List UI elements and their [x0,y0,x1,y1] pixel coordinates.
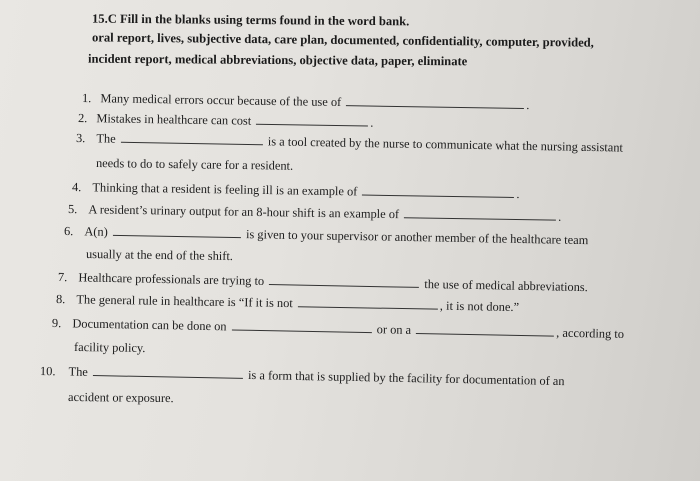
question-number: 1. [81,91,92,106]
answer-blank[interactable] [346,95,524,109]
question-text: Thinking that a resident is feeling ill is an example of [92,180,358,199]
question-3-continued [96,156,293,174]
question-9 [52,316,624,342]
question-4 [72,180,520,202]
word-bank-line-2: incident report, medical abbreviations, objective data, paper, eliminate [87,51,468,69]
question-5 [68,202,562,225]
question-text-end: , it is not done.” [439,298,520,315]
answer-blank[interactable] [416,323,554,337]
question-text: Healthcare professionals are trying to [78,270,265,288]
question-2 [78,111,374,131]
question-text-end: . [558,209,562,224]
question-10 [40,364,565,389]
question-8 [56,292,519,315]
question-number: 5. [67,202,78,217]
section-title: 15.C Fill in the blanks using terms found in the word bank. [91,11,410,29]
question-text-mid: is a form that is supplied by the facility for documentation of an [247,367,565,389]
question-text-continued: needs to do to safely care for a resident. [95,156,294,173]
answer-blank[interactable] [269,274,419,288]
question-1 [82,91,530,113]
question-text-end: . [516,186,520,202]
question-number: 7. [57,270,68,285]
question-number: 10. [39,364,56,379]
question-6 [64,224,589,248]
question-text-mid: or on a [376,322,412,337]
question-text-end: , according to [556,325,625,341]
question-text-continued: facility policy. [73,340,146,355]
question-text: Many medical errors occur because of the use of [100,91,342,110]
answer-blank[interactable] [232,319,372,333]
question-number: 3. [75,131,86,146]
question-text: Mistakes in healthcare can cost [96,111,252,128]
question-text-end: . [526,97,530,113]
answer-blank[interactable] [362,185,514,198]
question-text: The [68,364,89,379]
question-3 [76,131,623,156]
answer-blank[interactable] [93,365,243,379]
question-text-continued: accident or exposure. [67,390,174,406]
answer-blank[interactable] [121,132,263,145]
question-text: The [96,131,116,146]
answer-blank[interactable] [404,207,556,220]
question-text-end: . [370,115,374,130]
question-9-continued [74,340,146,356]
question-text: A(n) [84,224,108,239]
question-10-continued [68,390,174,406]
answer-blank[interactable] [256,114,368,127]
question-number: 4. [71,180,82,195]
answer-blank[interactable] [113,225,241,238]
question-number: 2. [77,111,88,126]
question-text: The general rule in healthcare is “If it is not [76,292,293,311]
question-text-mid: is a tool created by the nurse to communicate what the nursing assistant [267,134,624,155]
question-number: 6. [63,224,74,239]
question-number: 9. [51,316,62,331]
question-6-continued [86,247,233,264]
question-text: A resident’s urinary output for an 8-hour shift is an example of [88,202,400,222]
question-7 [58,270,588,295]
question-text-mid: the use of medical abbreviations. [424,277,588,295]
word-bank-line-1: oral report, lives, subjective data, care plan, documented, confidentiality, computer, provided, [91,30,594,50]
question-text: Documentation can be done on [72,316,227,334]
question-text-continued: usually at the end of the shift. [85,247,234,264]
question-text-mid: is given to your supervisor or another member of the healthcare team [245,227,589,248]
question-number: 8. [55,292,66,307]
answer-blank[interactable] [298,296,438,309]
